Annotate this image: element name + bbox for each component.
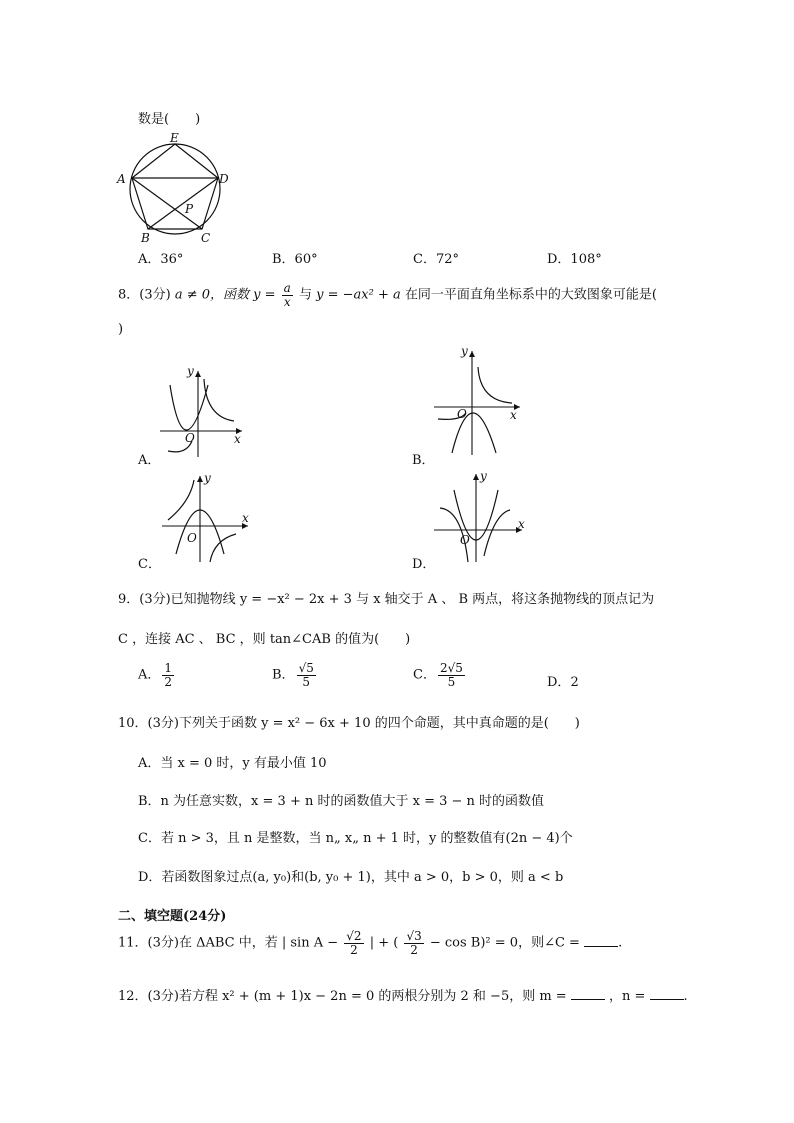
q7-option-a: A．36° <box>138 252 184 267</box>
q11-end: . <box>618 935 623 951</box>
q9-option-b-num: √5 <box>298 661 314 675</box>
graph-a-origin: O <box>185 431 195 445</box>
q11-fb-num: √3 <box>406 929 422 943</box>
q8-and: 与 <box>298 287 312 303</box>
q8-stem <box>118 282 657 308</box>
q9-option-a-letter: A． <box>138 667 161 683</box>
pentagon-abcde <box>132 144 218 229</box>
q9-option-c-fraction <box>438 662 465 688</box>
graph-d-origin: O <box>460 533 470 547</box>
q12-end: . <box>683 989 688 1004</box>
q10-option-a: A．当 x = 0 时，y 有最小值 10 <box>138 756 327 771</box>
q9-option-a-fraction <box>162 662 174 688</box>
label-a: A <box>117 172 126 186</box>
q11-fa-num: √2 <box>346 929 362 943</box>
q9-option-a-num: 1 <box>164 661 173 675</box>
graph-a-y-label: y <box>187 365 194 378</box>
q8-graph-b <box>432 343 527 458</box>
q9-option-c-den: 5 <box>447 674 456 689</box>
q9-stem-line2: C ，连接 AC 、 BC ，则 tan∠CAB 的值为( ) <box>118 632 411 647</box>
q7-option-c: C．72° <box>413 252 459 267</box>
q11-mid: | + ( <box>369 935 399 951</box>
q8-f1-fraction <box>282 282 293 308</box>
q9-option-d <box>547 671 579 690</box>
q9-option-d-letter: D． <box>547 675 571 690</box>
label-d: D <box>219 172 229 186</box>
q7-option-b: B．60° <box>272 252 318 267</box>
q12-mid: ，n = <box>608 989 646 1004</box>
q10-option-c: C．若 n > 3，且 n 是整数，当 n„ x„ n + 1 时，y 的整数值有(2n − 4)个 <box>138 831 573 846</box>
q8-number: 8．(3分) <box>118 287 171 303</box>
q9-option-d-value: 2 <box>570 675 579 690</box>
q10-option-b: B．n 为任意实数，x = 3 + n 时的函数值大于 x = 3 − n 时的函数值 <box>138 794 545 809</box>
q8-option-d: D． <box>412 557 436 572</box>
graph-c-y-label: y <box>204 471 211 485</box>
q8-option-c: C． <box>138 557 161 572</box>
q7-pentagon-figure <box>115 132 245 247</box>
label-c: C <box>201 231 211 245</box>
graph-d-y-label: y <box>480 470 487 483</box>
label-p: P <box>185 202 194 216</box>
q9-option-c <box>413 662 467 688</box>
q7-option-d: D．108° <box>547 252 602 267</box>
graph-b-origin: O <box>457 407 467 421</box>
q9-option-c-num: 2√5 <box>439 661 463 675</box>
q8-option-a: A． <box>138 453 161 468</box>
q11-post: − cos B)² = 0，则∠C = <box>429 935 580 951</box>
q9-option-a-den: 2 <box>164 674 173 689</box>
graph-c-origin: O <box>187 531 197 545</box>
q9-option-b-fraction <box>297 662 316 688</box>
q9-option-c-letter: C． <box>413 667 436 683</box>
q12-pre: 12．(3分)若方程 x² + (m + 1)x − 2n = 0 的两根分别为 2 和 −5，则 m = <box>118 989 567 1004</box>
q9-option-b-letter: B． <box>272 667 295 683</box>
diagonal-bd <box>148 178 218 229</box>
q9-option-b-den: 5 <box>302 674 311 689</box>
q8-graph-d <box>432 470 532 565</box>
q11-answer-blank[interactable] <box>584 934 618 947</box>
q8-f1-numerator: a <box>283 281 291 295</box>
graph-a-x-label: x <box>234 432 241 446</box>
q10-stem: 10．(3分)下列关于函数 y = x² − 6x + 10 的四个命题，其中真命题的是( ) <box>118 716 580 731</box>
graph-b-y-label: y <box>461 344 468 358</box>
section-fill-in-title: 二、填空题(24分) <box>118 909 227 924</box>
q11-fraction-a <box>344 930 363 956</box>
label-b: B <box>141 231 150 245</box>
q9-option-a <box>138 662 176 688</box>
graph-d-x-label: x <box>518 517 525 531</box>
q11-stem <box>118 930 622 956</box>
q9-stem-line1: 9．(3分)已知抛物线 y = −x² − 2x + 3 与 x 轴交于 A 、 B 两点，将这条抛物线的顶点记为 <box>118 592 655 607</box>
q7-stem-tail: 数是( ) <box>138 112 201 127</box>
q9-option-b <box>272 662 318 688</box>
q11-fa-den: 2 <box>350 942 358 957</box>
q11-pre: 11．(3分)在 ΔABC 中，若 | sin A − <box>118 935 339 951</box>
graph-b-x-label: x <box>510 408 517 422</box>
q11-fraction-b <box>404 930 423 956</box>
q10-option-d: D．若函数图象过点(a, y₀)和(b, y₀ + 1)，其中 a > 0，b > 0，则 a < b <box>138 870 564 885</box>
q12-m-blank[interactable] <box>571 987 605 1000</box>
circumcircle <box>130 144 220 234</box>
q8-graph-c <box>160 470 255 565</box>
q8-condition: a ≠ 0，函数 <box>174 287 250 303</box>
q8-f1-lhs: y = <box>253 287 276 303</box>
q11-fb-den: 2 <box>410 942 418 957</box>
graph-c-x-label: x <box>242 511 249 525</box>
q12-stem <box>118 985 688 1004</box>
q8-stem-tail: 在同一平面直角坐标系中的大致图象可能是( <box>404 287 657 303</box>
q8-f2: y = −ax² + a <box>316 287 401 303</box>
q8-f1-denominator: x <box>283 294 291 309</box>
q8-close-paren: ) <box>118 322 124 337</box>
label-e: E <box>170 132 179 145</box>
q12-n-blank[interactable] <box>650 987 684 1000</box>
q8-option-b: B． <box>412 453 435 468</box>
q8-graph-a <box>158 365 248 460</box>
